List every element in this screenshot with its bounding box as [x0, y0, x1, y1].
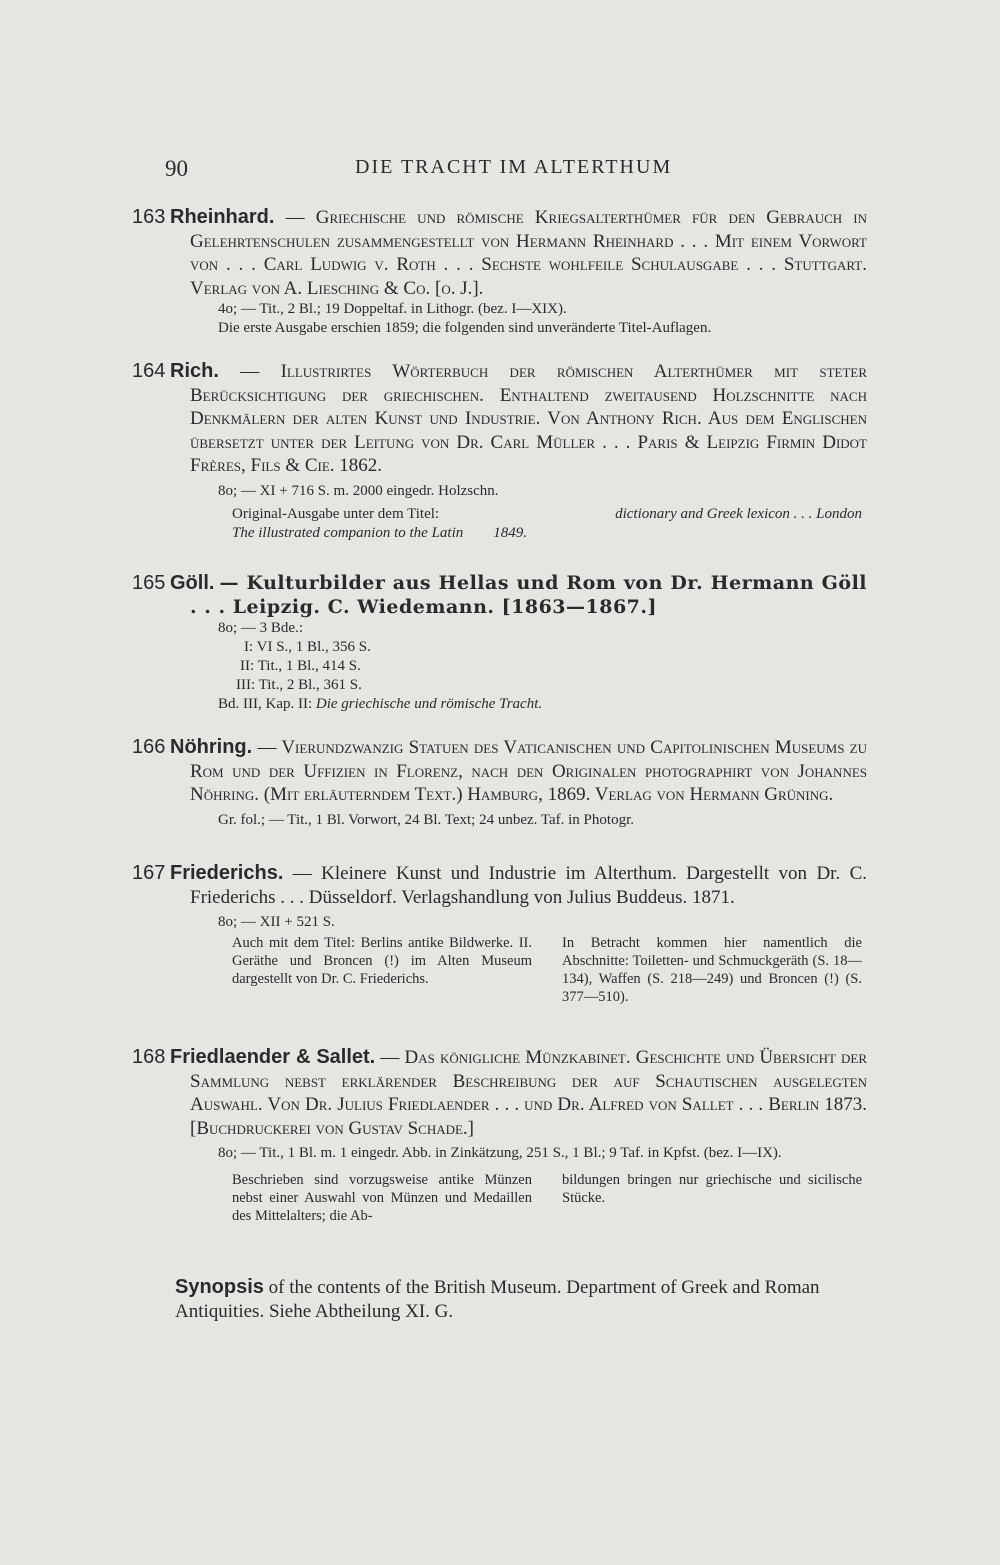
note-right-column: bildungen bringen nur griechische und sicilische Stücke.	[562, 1172, 862, 1206]
entry-title: — Illustrirtes Wörterbuch der römischen Alterthümer mit steter Berücksichtigung der griechischen. Enthaltend zweitausend Holzschnitte nach Denkmälern der alten Kunst und Industrie. Von Anthony Rich. Aus dem Englischen übersetzt unter der Leitung von Dr. Carl Müller . . . Paris & Leipzig Firmin Didot Frères, Fils & Cie. 1862.	[190, 361, 868, 476]
note-prefix: Bd. III, Kap. II:	[218, 696, 313, 712]
entry-main-text	[170, 206, 868, 300]
synopsis-text: of the contents of the British Museum. Department of Greek and Roman Antiquities. Siehe Abtheilung XI. G.	[175, 1277, 820, 1322]
volume-item: III: Tit., 2 Bl., 361 S.	[236, 677, 362, 693]
note-title: Die griechische und römische Tracht.	[315, 696, 543, 712]
note-right-column: In Betracht kommen hier namentlich die Abschnitte: Toiletten- und Schmuckgeräth (S. 18—134), Waffen (S. 218—249) und Broncen (!) (S. 377—510).	[562, 935, 862, 1005]
entry-number: 164	[132, 360, 166, 382]
entry-name: Rheinhard.	[170, 206, 275, 228]
entry-167	[132, 862, 867, 1006]
entry-164	[132, 360, 867, 543]
synopsis-name: Synopsis	[175, 1276, 264, 1298]
entry-collation: 8o; — XII + 521 S.	[218, 914, 335, 930]
note-left-column: Auch mit dem Titel: Berlins antike Bildwerke. II. Geräthe und Broncen (!) im Alten Museum dargestellt von Dr. C. Friederichs.	[232, 935, 532, 987]
volume-item: I: VI S., 1 Bl., 356 S.	[244, 639, 371, 655]
entry-main-text	[170, 1046, 868, 1140]
entry-collation: 8o; — Tit., 1 Bl. m. 1 eingedr. Abb. in Zinkätzung, 251 S., 1 Bl.; 9 Taf. in Kpfst. (bez. I—IX).	[218, 1145, 782, 1161]
entry-number: 166	[132, 736, 166, 758]
entry-notes	[232, 934, 862, 1006]
entry-collation: Gr. fol.; — Tit., 1 Bl. Vorwort, 24 Bl. Text; 24 unbez. Taf. in Photogr.	[218, 811, 634, 828]
entry-collation: 8o; — XI + 716 S. m. 2000 eingedr. Holzschn.	[218, 482, 499, 499]
page-number: 90	[165, 156, 188, 181]
entry-number: 163	[132, 206, 166, 228]
entry-title: — Kleinere Kunst und Industrie im Alterthum. Dargestellt von Dr. C. Friederichs . . . Düsseldorf. Verlagshandlung von Julius Buddeus. 1871.	[190, 863, 867, 908]
original-note-c: The illustrated companion to the Latin	[232, 524, 464, 541]
entry-main-text	[170, 862, 867, 909]
entry-main-text	[170, 736, 867, 807]
original-note-d: 1849.	[493, 524, 527, 541]
entry-number: 168	[132, 1046, 166, 1068]
original-note-a: Original-Ausgabe unter dem Titel:	[232, 505, 440, 522]
entry-163	[132, 206, 867, 338]
volume-item: II: Tit., 1 Bl., 414 S.	[240, 658, 361, 674]
entry-name: Rich.	[170, 360, 219, 382]
entry-name: Friedlaender & Sallet.	[170, 1046, 376, 1068]
entry-collation: 8o; — 3 Bde.:	[218, 620, 303, 636]
entry-note	[218, 695, 867, 714]
entry-notes	[232, 1171, 862, 1225]
entry-number: 167	[132, 862, 166, 884]
entry-name: Göll.	[170, 572, 215, 594]
entry-name: Nöhring.	[170, 736, 253, 758]
synopsis-entry	[175, 1276, 865, 1323]
entry-title: — Kulturbilder aus Hellas und Rom von Dr. Hermann Göll . . . Leipzig. C. Wiedemann. [1863—1867.]	[190, 572, 868, 618]
entry-title: — Vierundzwanzig Statuen des Vaticanischen und Capitolinischen Museums zu Rom und der Uffizien in Florenz, nach den Originalen photographirt von Johannes Nöhring. (Mit erläuterndem Text.) Hamburg, 1869. Verlag von Hermann Grüning.	[190, 737, 867, 805]
original-note-b: dictionary and Greek lexicon . . . London	[615, 505, 862, 522]
entry-original-note	[232, 505, 862, 543]
entry-main-text	[170, 572, 868, 619]
entry-collation: 4o; — Tit., 2 Bl.; 19 Doppeltaf. in Lithogr. (bez. I—XIX).	[218, 301, 567, 317]
entry-note: Die erste Ausgabe erschien 1859; die folgenden sind unveränderte Titel-Auflagen.	[218, 320, 712, 336]
page-header	[165, 156, 865, 186]
entry-main-text	[170, 360, 868, 478]
running-title: DIE TRACHT IM ALTERTHUM	[355, 156, 673, 178]
entry-165	[132, 572, 867, 714]
entry-title: — Griechische und römische Kriegsalterthümer für den Gebrauch in Gelehrtenschulen zusammengestellt von Hermann Rheinhard . . . Mit einem Vorwort von . . . Carl Ludwig v. Roth . . . Sechste wohlfeile Schulausgabe . . . Stuttgart. Verlag von A. Liesching & Co. [o. J.].	[190, 207, 868, 299]
entry-168	[132, 1046, 867, 1225]
entry-number: 165	[132, 572, 166, 594]
entry-title: — Das königliche Münzkabinet. Geschichte und Übersicht der Sammlung nebst erklärender Beschreibung der auf Schautischen ausgelegten Auswahl. Von Dr. Julius Friedlaender . . . und Dr. Alfred von Sallet . . . Berlin 1873. [Buchdruckerei von Gustav Schade.]	[190, 1047, 868, 1139]
entry-166	[132, 736, 867, 830]
note-left-column: Beschrieben sind vorzugsweise antike Münzen nebst einer Auswahl von Münzen und Medaillen des Mittelalters; die Ab-	[232, 1172, 532, 1224]
entry-name: Friederichs.	[170, 862, 284, 884]
